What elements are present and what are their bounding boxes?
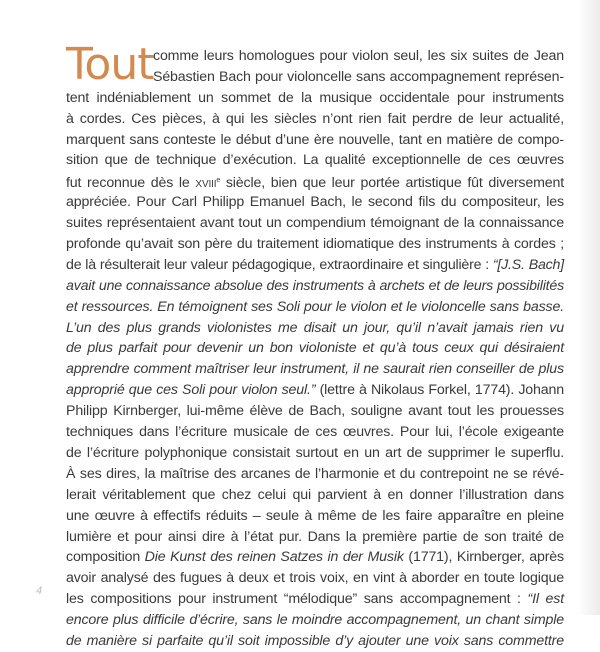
- text-line: de l’écriture polyphonique consistait surtout en un art de supprimer le superflu.: [66, 444, 564, 461]
- text-segment: de là résulterait leur valeur pédagogique, extraordinaire et singulière :: [66, 256, 489, 273]
- text-line: comme leurs homologues pour violon seul, les six suites de Jean: [153, 48, 564, 64]
- text-line: marquent sans conteste le début d’une ère nouvelle, tant en matière de compo-: [66, 131, 564, 148]
- text-line: [66, 547, 564, 568]
- quote-line: avait une connaissance absolue des instruments à archets et de leurs possibilités: [66, 277, 564, 294]
- century-numeral: XVIII: [195, 179, 217, 191]
- text-line: Philipp Kirnberger, lui-même élève de Bach, souligne avant tout les prouesses: [66, 403, 564, 420]
- body-text: [66, 39, 565, 652]
- text-line: avoir analysé des fugues à deux et trois voix, en vint à aborder en toute logique: [66, 570, 564, 587]
- quote-line: et ressources. En témoignent ses Soli pour le violon et le violoncelle sans basse.: [66, 298, 564, 315]
- text-segment: siècle, bien que leur portée artistique fût diversement: [225, 175, 565, 192]
- drop-cap: Tout: [66, 39, 154, 90]
- quote-line: de plus parfait pour devenir un bon violoniste et qu’à tous ceux qui désiraient: [66, 340, 564, 357]
- text-segment: les compositions pour instrument “mélodique” sans accompagnement :: [66, 591, 521, 608]
- text-line: tent indéniablement un sommet de la musique occidentale pour instruments: [66, 89, 564, 106]
- page-edge-shadow: [578, 0, 600, 615]
- text-line: une œuvre à effectifs réduits – seule à même de les faire apparaître en pleine: [66, 507, 564, 524]
- text-line: techniques dans l’écriture musicale de ces œuvres. Pour lui, l’école exigeante: [66, 424, 564, 441]
- text-line: À ses dires, la maîtrise des arcanes de l’harmonie et du contrepoint ne se révé-: [66, 465, 564, 482]
- text-segment: fut reconnue dès le: [66, 175, 190, 192]
- text-line: [66, 589, 564, 610]
- quote-line: L’un des plus grands violonistes me disait un jour, qu’il n’avait jamais rien vu: [66, 319, 564, 336]
- quote-segment: “[J.S. Bach]: [492, 256, 564, 273]
- opening-paragraph: [66, 39, 564, 90]
- quote-segment: “Il est: [527, 591, 565, 608]
- text-line: lumière et pour ainsi dire à l’état pur. Dans la première partie de son traité de: [66, 528, 564, 545]
- text-segment: (1771), Kirnberger, après: [408, 549, 564, 566]
- quote-line: de manière si parfaite qu’il soit impossible d’y ajouter une voix sans commettre: [66, 632, 564, 649]
- quote-segment: approprié que ces Soli pour violon seul.”: [66, 382, 316, 399]
- text-line: sition que de technique d’exécution. La qualité exceptionnelle de ces œuvres: [66, 152, 564, 169]
- book-title: Die Kunst des reinen Satzes in der Musik: [144, 549, 404, 566]
- text-line: Sébastien Bach pour violoncelle sans accompagnement représen-: [153, 68, 564, 85]
- text-segment: composition: [66, 549, 141, 566]
- text-line: [66, 255, 564, 276]
- text-line: appréciée. Pour Carl Philipp Emanuel Bach, le second fils du compositeur, les: [66, 194, 564, 211]
- text-line: [66, 380, 564, 401]
- text-line: [66, 171, 564, 192]
- superscript: e: [216, 177, 221, 185]
- quote-line: encore plus difficile d’écrire, sans le moindre accompagnement, un chant simple: [66, 612, 564, 629]
- page-number: 4: [36, 585, 43, 597]
- text-line: profonde qu’avait son père du traitement idiomatique des instruments à cordes ;: [66, 236, 564, 253]
- text-line: à cordes. Ces pièces, à qui les siècles n’ont rien fait perdre de leur actualité,: [66, 110, 564, 127]
- text-line: lerait véritablement que chez celui qui parvient à en donner l’illustration dans: [66, 486, 564, 503]
- citation: (lettre à Nikolaus Forkel, 1774). Johann: [319, 382, 565, 399]
- text-line: suites représentaient avant tout un compendium témoignant de la connaissance: [66, 215, 564, 232]
- quote-line: apprendre comment maîtriser leur instrument, il ne saurait rien conseiller de plus: [66, 361, 564, 378]
